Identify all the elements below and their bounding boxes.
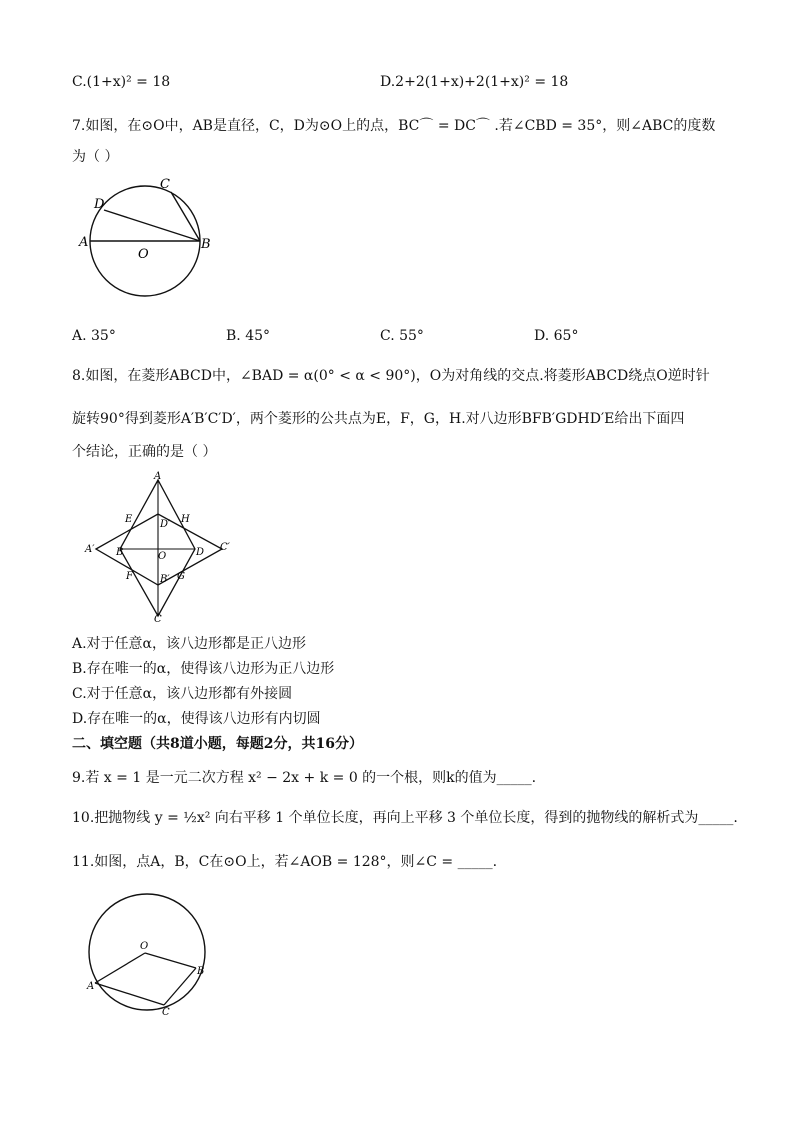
q8-label-f: F [126,571,133,582]
q11-radius-oa [95,953,145,983]
q8-label-c: C [154,614,162,622]
q11-label-o: O [140,941,149,952]
q8-stem-line2: 旋转90°得到菱形A′B′C′D′，两个菱形的公共点为E，F，G，H.对八边形BFB′GDHD′E给出下面四 [72,411,685,427]
q7-chord-db [104,210,200,241]
q11-chord-ac [95,983,164,1005]
q7-option-b: B. 45° [226,328,271,344]
q8-label-o: O [158,551,167,562]
q11-circle [89,894,205,1010]
q8-stem-line1: 8.如图，在菱形ABCD中，∠BAD = α(0° < α < 90°)，O为对角线的交点.将菱形ABCD绕点O逆时针 [72,368,710,384]
q11-radius-ob [145,953,196,968]
q8-label-h: H [181,514,190,525]
q7-option-d: D. 65° [534,328,579,344]
q8-stem-line3: 个结论，正确的是（ ） [72,444,217,460]
q8-label-d: D [196,547,205,558]
q7-option-c: C. 55° [380,328,424,344]
q8-figure [74,470,236,622]
q11-label-b: B [197,966,205,977]
q7-label-b: B [201,237,211,252]
q8-label-a1: A′ [85,544,95,555]
q11-label-c: C [162,1007,170,1018]
q11-text: 11.如图，点A，B，C在⊙O上，若∠AOB = 128°，则∠C = _____. [72,854,498,870]
q7-option-a: A. 35° [72,328,116,344]
q8-label-b1: B′ [160,574,170,585]
q7-figure [74,172,224,306]
q8-label-e: E [125,514,133,525]
q8-option-b: B.存在唯一的α，使得该八边形为正八边形 [72,661,335,677]
section-title-fill-in: 二、填空题（共8道小题，每题2分，共16分） [72,736,363,752]
q11-figure [84,888,216,1020]
q7-label-o: O [138,247,149,262]
q8-option-d: D.存在唯一的α，使得该八边形有内切圆 [72,711,321,727]
q10-text: 10.把抛物线 y = ½x² 向右平移 1 个单位长度，再向上平移 3 个单位长度，得到的抛物线的解析式为_____. [72,810,738,826]
q8-label-b: B [116,547,124,558]
q9-text: 9.若 x = 1 是一元二次方程 x² − 2x + k = 0 的一个根，则k的值为_____. [72,770,537,786]
q6-option-c: C.(1+x)² = 18 [72,74,171,90]
q7-stem-line1: 7.如图，在⊙O中，AB是直径，C，D为⊙O上的点，BC⌒ = DC⌒ .若∠CBD = 35°，则∠ABC的度数 [72,118,716,134]
q6-option-d: D.2+2(1+x)+2(1+x)² = 18 [380,74,569,90]
q8-option-c: C.对于任意α，该八边形都有外接圆 [72,686,293,702]
q11-label-a: A [87,981,95,992]
q8-label-d1: D′ [160,519,171,530]
q8-label-g: G [177,571,185,582]
q8-label-a: A [154,471,162,482]
q8-label-c1: C′ [220,542,230,553]
q7-label-d: D [94,197,105,212]
q7-label-c: C [160,177,170,192]
q7-stem-line2: 为（ ） [72,149,119,165]
q7-label-a: A [79,235,89,250]
q8-option-a: A.对于任意α，该八边形都是正八边形 [72,636,307,652]
